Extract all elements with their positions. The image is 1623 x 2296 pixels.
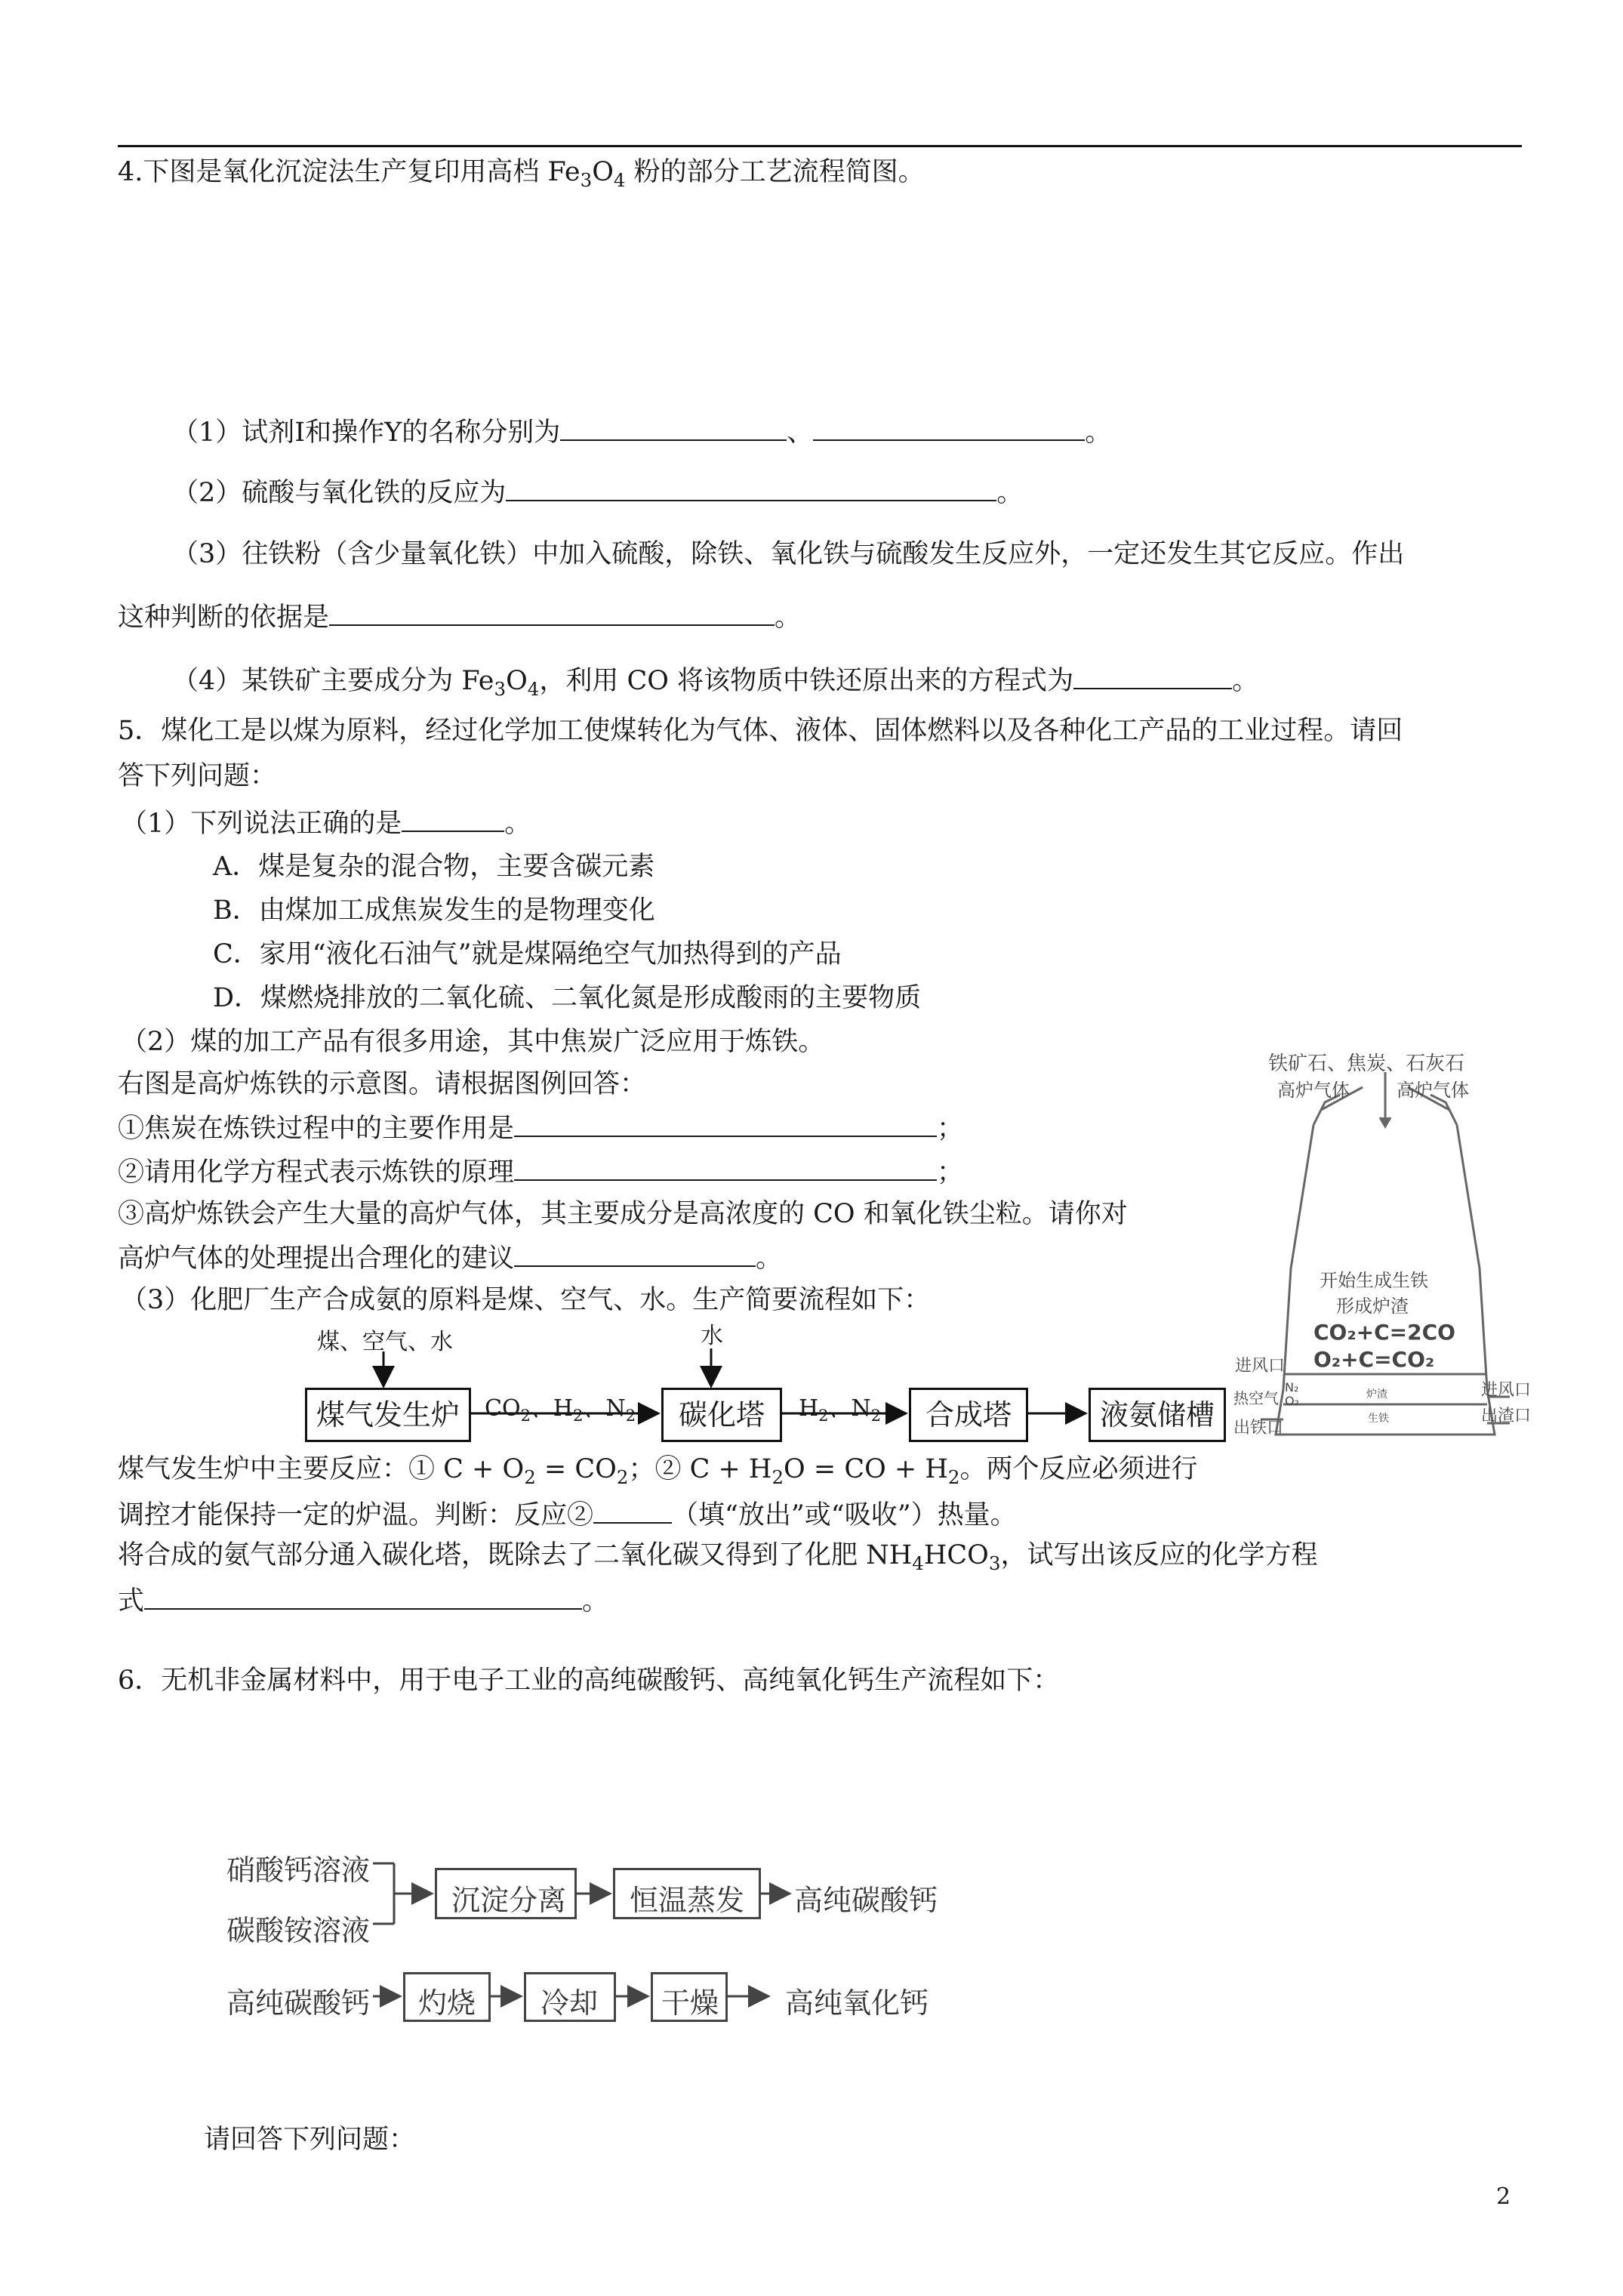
page-number: 2: [1496, 2184, 1511, 2210]
period: 。: [1085, 418, 1112, 448]
label-text: 、N: [583, 1395, 626, 1422]
furnace-iron-label: 生铁: [1368, 1413, 1389, 1425]
subscript: 4: [912, 1552, 924, 1574]
subscript: 3: [988, 1552, 1001, 1574]
furnace-top-label: 铁矿石、焦炭、石灰石: [1268, 1052, 1465, 1075]
subscript: 3: [580, 169, 593, 191]
subscript: 2: [520, 1407, 531, 1425]
option-b-text: B．由煤加工成焦炭发生的是物理变化: [213, 895, 655, 926]
subscript: 2: [818, 1407, 829, 1425]
flow-input-1: 煤、空气、水: [317, 1329, 453, 1355]
reaction-text: 煤气发生炉中主要反应：① C + O: [118, 1454, 525, 1484]
q5-part2-text: 右图是高炉炼铁的示意图。请根据图例回答：: [118, 1069, 647, 1099]
nh4hco3-text: HCO: [923, 1540, 989, 1570]
period: 。: [504, 809, 531, 839]
q5-part3-text: （3）化肥厂生产合成氨的原料是煤、空气、水。生产简要流程如下：: [121, 1285, 931, 1315]
q6-ask: [204, 2123, 415, 2156]
option-d-text: D．煤燃烧排放的二氧化硫、二氧化氮是形成酸雨的主要物质: [213, 983, 922, 1013]
q5-part1-text: （1）下列说法正确的是: [121, 809, 402, 839]
reaction-text: O = CO + H: [784, 1454, 948, 1484]
flow-box-gas-generator: 煤气发生炉: [305, 1388, 471, 1442]
q4-intro-text: 4.下图是氧化沉淀法生产复印用高档 Fe: [118, 157, 581, 187]
separator: 、: [787, 418, 814, 448]
nh4hco3-text: 将合成的氨气部分通入碳化塔，既除去了二氧化碳又得到了化肥 NH: [118, 1540, 913, 1570]
reaction-text: 调控才能保持一定的炉温。判断：反应②: [118, 1500, 594, 1530]
semicolon: ；: [937, 1114, 964, 1144]
subscript: 4: [527, 678, 540, 700]
subscript: 2: [947, 1466, 960, 1488]
q4-part3-text: （3）往铁粉（含少量氧化铁）中加入硫酸，除铁、氧化铁与硫酸发生反应外，一定还发生其它反应。作出: [172, 539, 1405, 569]
q5-part2-text: （2）煤的加工产品有很多用途，其中焦炭广泛应用于炼铁。: [121, 1027, 825, 1057]
furnace-hot-air: 热空气: [1233, 1389, 1279, 1407]
calcium-box-precipitation-label: 沉淀分离: [451, 1884, 567, 1917]
q4-part4-text: ，利用 CO 将该物质中铁还原出来的方程式为: [539, 666, 1074, 696]
reaction-text: 。两个反应必须进行: [959, 1454, 1198, 1484]
furnace-mid2: 形成炉渣: [1336, 1296, 1409, 1317]
q4-intro-text: O: [592, 157, 614, 187]
furnace-eq1: CO₂+C=2CO: [1313, 1320, 1455, 1345]
q6-intro-text: 6．无机非金属材料中，用于电子工业的高纯碳酸钙、高纯氧化钙生产流程如下：: [118, 1666, 1060, 1696]
nh4hco3-text: ，试写出该反应的化学方程: [1000, 1540, 1318, 1570]
flow-box-synthesis-tower: 合成塔: [909, 1388, 1028, 1442]
q5-sub2-text: ②请用化学方程式表示炼铁的原理: [118, 1157, 515, 1188]
furnace-mid1: 开始生成生铁: [1320, 1270, 1428, 1291]
q4-part3-text: 这种判断的依据是: [118, 603, 330, 633]
q5-sub1-text: ①焦炭在炼铁过程中的主要作用是: [118, 1114, 515, 1144]
period: 。: [1232, 666, 1259, 696]
reaction-text: = CO: [535, 1454, 617, 1484]
q4-intro-text: 粉的部分工艺流程简图。: [625, 157, 925, 187]
calcium-input-1: 硝酸钙溶液: [226, 1854, 371, 1887]
calcium-box-evaporation-label: 恒温蒸发: [630, 1884, 745, 1917]
calcium-box-drying-label: 干燥: [661, 1986, 719, 2020]
furnace-inlet-left: 进风口: [1235, 1357, 1286, 1376]
subscript: 2: [870, 1407, 882, 1425]
calcium-output-1: 高纯碳酸钙: [794, 1884, 938, 1917]
subscript: 2: [524, 1466, 536, 1488]
label-text: 、H: [530, 1395, 574, 1422]
furnace-eq2: O₂+C=CO₂: [1313, 1347, 1435, 1372]
subscript: 3: [494, 678, 507, 700]
calcium-input-3: 高纯碳酸钙: [226, 1986, 371, 2020]
subscript: 2: [616, 1466, 629, 1488]
q5-sub3-text: 高炉气体的处理提出合理化的建议: [118, 1244, 515, 1274]
q5-intro-text: 答下列问题：: [118, 761, 277, 791]
flow-input-2: 水: [701, 1323, 723, 1349]
calcium-box-cooling-label: 冷却: [540, 1986, 599, 2020]
semicolon: ；: [937, 1157, 964, 1188]
calcium-output-2: 高纯氧化钙: [785, 1986, 929, 2020]
subscript: 4: [613, 169, 626, 191]
period: 。: [996, 478, 1024, 508]
period: 。: [582, 1586, 609, 1616]
furnace-n2: N₂: [1285, 1380, 1299, 1395]
subscript: 2: [573, 1407, 584, 1425]
q5-sub3-text: ③高炉炼铁会产生大量的高炉气体，其主要成分是高浓度的 CO 和氧化铁尘粒。请你对: [118, 1199, 1128, 1229]
nh4hco3-text: 式: [118, 1586, 145, 1616]
subscript: 2: [625, 1407, 636, 1425]
label-text: CO: [485, 1395, 521, 1422]
calcium-box-calcination-label: 灼烧: [418, 1986, 476, 2020]
q6-ask-text: 请回答下列问题：: [204, 2125, 416, 2155]
subscript: 2: [771, 1466, 784, 1488]
calcium-input-2: 碳酸铵溶液: [226, 1914, 371, 1947]
furnace-inlet-right: 进风口: [1481, 1381, 1532, 1400]
option-a-text: A．煤是复杂的混合物，主要含碳元素: [213, 852, 655, 882]
period: 。: [756, 1244, 783, 1274]
q5-intro-text: 5．煤化工是以煤为原料，经过化学加工使煤转化为气体、液体、固体燃料以及各种化工产品的工业过程。请回: [118, 716, 1403, 746]
furnace-iron-out: 出铁口: [1233, 1419, 1284, 1438]
flow-box-carbonation-tower: 碳化塔: [661, 1388, 782, 1442]
furnace-gas-left: 高炉气体: [1277, 1080, 1350, 1101]
label-text: 、N: [828, 1395, 871, 1422]
reaction-text: （填“放出”或“吸收”）热量。: [672, 1500, 1017, 1530]
furnace-o2: O₂: [1285, 1394, 1300, 1408]
q4-part2-text: （2）硫酸与氧化铁的反应为: [172, 478, 507, 508]
flow-box-ammonia-tank: 液氨储槽: [1089, 1388, 1226, 1442]
furnace-slag-label: 炉渣: [1366, 1388, 1387, 1401]
reaction-text: ；② C + H: [628, 1454, 772, 1484]
furnace-gas-right: 高炉气体: [1397, 1080, 1469, 1101]
furnace-slag-out: 出渣口: [1481, 1407, 1532, 1425]
q4-part4-text: （4）某铁矿主要成分为 Fe: [172, 666, 494, 696]
option-c-text: C．家用“液化石油气”就是煤隔绝空气加热得到的产品: [213, 939, 842, 969]
q4-part4-text: O: [506, 666, 528, 696]
q4-part1-text: （1）试剂Ⅰ和操作Y的名称分别为: [172, 418, 561, 448]
period: 。: [775, 603, 802, 633]
label-text: H: [799, 1395, 819, 1422]
